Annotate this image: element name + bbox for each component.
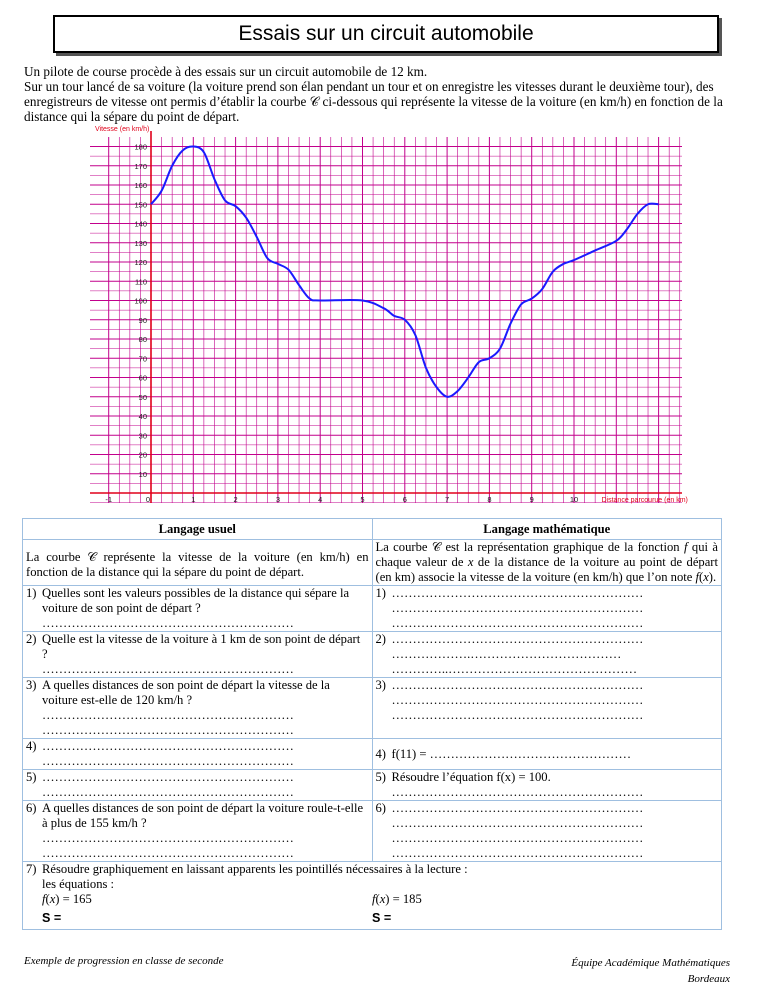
q3-left: 3) A quelles distances de son point de départ la vitesse de la voiture est-elle de 120 km/h ? …………………………………………………… …………………………………………………… [23,678,373,739]
y-tick-label: 110 [135,277,147,287]
y-tick-label: 40 [138,412,147,421]
x-tick-label: 7 [445,495,450,504]
q5-left: 5) …………………………………………………… …………………………………………………… [23,770,373,801]
x-tick-label: 5 [360,495,365,504]
y-tick-label: 130 [134,238,147,248]
q7: 7) Résoudre graphiquement en laissant apparents les pointillés nécessaires à la lecture : les équations : f(x) = 165 f(x) = 185 S = S = [23,862,722,930]
y-tick-label: 120 [134,258,147,267]
solution-set-2: S = [372,911,392,925]
footer-left: Exemple de progression en classe de seconde [24,955,224,967]
q6-right: 6) …………………………………………………… …………………………………………………… …………………………………………………… …………………………………………………… [372,801,722,862]
y-tick-label: 100 [134,296,147,306]
x-tick-label: 10 [569,495,579,504]
q1-left: 1) Quelles sont les valeurs possibles de la distance qui sépare la voiture de son point de départ ? …………………………………………………… [23,586,373,632]
y-tick-label: 140 [134,219,147,229]
q4-right: 4) f(11) = ………………………………………… [372,739,722,770]
q1-right: 1) …………………………………………………… …………………………………………………… …………………………………………………… [372,586,722,632]
x-tick-label: 3 [275,495,280,504]
x-tick-label: 1 [191,495,196,504]
y-tick-label: 160 [134,181,147,190]
x-tick-label: 8 [487,495,492,504]
solution-set-1: S = [42,911,62,925]
eq2: f(x) = 185 [372,892,422,906]
q6-left: 6) A quelles distances de son point de départ la voiture roule-t-elle à plus de 155 km/h ? …………………………………………………… …………………………………………………… [23,801,373,862]
header-math: Langage mathématique [372,519,722,540]
intro-left: La courbe 𝒞 représente la vitesse de la voiture (en km/h) en fonction de la distance qui la sépare du point de départ. [23,540,373,586]
q4-left: 4) …………………………………………………… …………………………………………………… [23,739,373,770]
y-tick-label: 180 [134,142,147,152]
x-axis-label: Distance parcourue (en km) [601,497,688,504]
y-tick-label: 80 [138,335,147,344]
y-tick-label: 20 [138,450,147,460]
y-tick-label: 70 [138,354,147,364]
intro-line-1: Un pilote de course procède à des essais sur un circuit automobile de 12 km. [24,64,428,79]
y-tick-label: 150 [134,200,147,210]
q3-right: 3) …………………………………………………… …………………………………………………… …………………………………………………… [372,678,722,739]
intro-line-2: Sur un tour lancé de sa voiture (la voiture prend son élan pendant un tour et on enregistre les vitesses durant le deuxième tour), des enregistreurs de vitesse ont permis d’établir la courbe 𝒞 ci-dessous qui représente la vitesse de la voiture (en km/h) en fonction de la distance qui la sépare du point de départ. [24,79,723,124]
x-tick-label: -1 [105,495,113,504]
y-axis-label: Vitesse (en km/h) [95,126,150,133]
y-tick-label: 170 [134,161,147,171]
x-tick-label: 9 [529,495,534,504]
x-tick-label: 4 [318,495,323,504]
q5-right: 5) Résoudre l’équation f(x) = 100. …………………………………………………… [372,770,722,801]
q2-right: 2) …………………………………………………… ……………….……………………………… …………..……………………………………… [372,632,722,678]
y-tick-label: 50 [138,392,147,402]
page-title: Essais sur un circuit automobile [238,22,534,45]
y-tick-label: 10 [138,469,147,479]
y-tick-label: 30 [138,431,147,441]
header-usuel: Langage usuel [23,519,373,540]
eq1: f(x) = 165 [42,892,92,906]
language-table [22,518,722,930]
intro-right: La courbe 𝒞 est la représentation graphique de la fonction f qui à chaque valeur de x de la distance de la voiture au point de départ (en km) associe la vitesse de la voiture (en km/h) que l’on note f(x). [372,540,722,586]
y-tick-label: 60 [138,373,147,383]
footer-right: Équipe Académique Mathématiques Bordeaux [571,957,730,985]
x-tick-label: 2 [233,495,238,504]
x-tick-label: 0 [145,495,151,504]
x-tick-label: 6 [402,495,407,504]
q2-left: 2) Quelle est la vitesse de la voiture à 1 km de son point de départ ? …………………………………………………… [23,632,373,678]
y-tick-label: 90 [138,315,147,325]
